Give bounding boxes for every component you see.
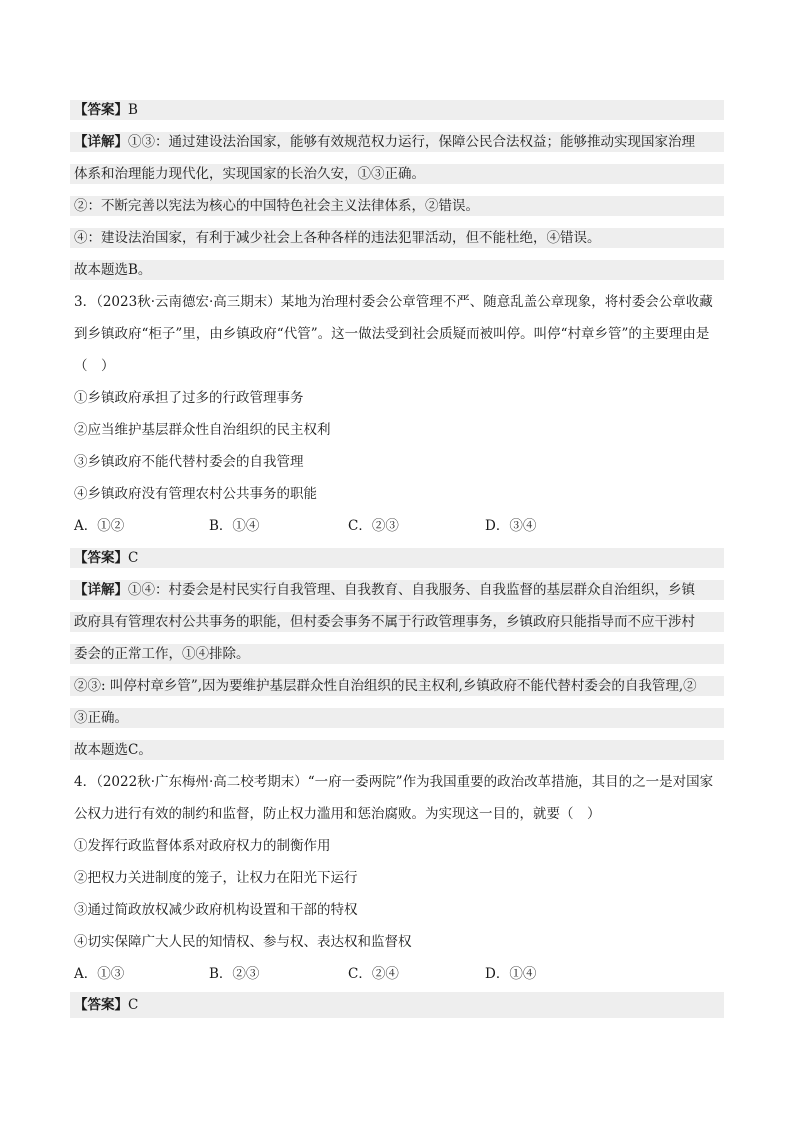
answer-label: 【答案】: [74, 102, 128, 118]
statement-item: ①乡镇政府承担了过多的行政管理事务: [74, 390, 304, 406]
statement-item: ①发挥行政监督体系对政府权力的制衡作用: [74, 838, 331, 854]
option-a: A．①②: [74, 518, 125, 534]
answer-options: [70, 516, 724, 536]
answer-line: [70, 992, 724, 1018]
detail-line: 委会的正常工作，①④排除。: [70, 644, 724, 664]
answer-options: [70, 964, 724, 984]
option-c: C．②④: [348, 966, 399, 982]
conclusion-line: 故本题选C。: [70, 740, 724, 760]
statement-item: ③通过简政放权减少政府机构设置和干部的特权: [74, 902, 358, 918]
statement-item: ③乡镇政府不能代替村委会的自我管理: [74, 454, 304, 470]
statement-item: ④乡镇政府没有管理农村公共事务的职能: [74, 486, 317, 502]
option-d: D．①④: [485, 966, 537, 982]
detail-label: 【详解】: [74, 582, 128, 598]
statement-item: ②把权力关进制度的笼子，让权力在阳光下运行: [74, 870, 358, 886]
question-stem: 公权力进行有效的制约和监督，防止权力滥用和惩治腐败。为实现这一目的，就要（ ）: [74, 806, 601, 822]
question-stem: 4．（2022秋·广东梅州·高二校考期末）“一府一委两院”作为我国重要的政治改革措施，其目的之一是对国家: [74, 774, 714, 790]
answer-value: C: [128, 550, 139, 566]
detail-line: ②③: 叫停村章乡管”,因为要维护基层群众性自治组织的民主权利,乡镇政府不能代替村委会的自我管理,②: [70, 676, 724, 696]
option-c: C．②③: [348, 518, 399, 534]
question-stem: （ ）: [74, 358, 115, 374]
conclusion-line: 故本题选B。: [70, 260, 724, 280]
answer-line: [70, 100, 724, 120]
question-stem: 到乡镇政府“柜子”里，由乡镇政府“代管”。这一做法受到社会质疑而被叫停。叫停“村章乡管”的主要理由是: [74, 326, 710, 342]
option-d: D．③④: [485, 518, 537, 534]
answer-line: [70, 548, 724, 568]
question-stem: 3．（2023秋·云南德宏·高三期末）某地为治理村委会公章管理不严、随意乱盖公章现象，将村委会公章收藏: [74, 294, 713, 310]
answer-value: C: [128, 997, 139, 1013]
answer-label: 【答案】: [74, 997, 128, 1013]
detail-text: ①③：通过建设法治国家，能够有效规范权力运行，保障公民合法权益；能够推动实现国家治理: [128, 134, 695, 150]
detail-text: ①④：村委会是村民实行自我管理、自我教育、自我服务、自我监督的基层群众自治组织，乡镇: [128, 582, 695, 598]
detail-line: 体系和治理能力现代化，实现国家的长治久安，①③正确。: [70, 164, 724, 184]
statement-item: ②应当维护基层群众性自治组织的民主权利: [74, 422, 331, 438]
option-b: B．②③: [209, 966, 260, 982]
detail-line: [70, 132, 724, 152]
detail-line: ③正确。: [70, 708, 724, 728]
statement-item: ④切实保障广大人民的知情权、参与权、表达权和监督权: [74, 934, 412, 950]
option-a: A．①③: [74, 966, 125, 982]
detail-line: ②：不断完善以宪法为核心的中国特色社会主义法律体系，②错误。: [70, 196, 724, 216]
detail-label: 【详解】: [74, 134, 128, 150]
detail-line: ④：建设法治国家，有利于减少社会上各种各样的违法犯罪活动，但不能杜绝，④错误。: [70, 228, 724, 248]
answer-value: B: [128, 102, 138, 118]
answer-label: 【答案】: [74, 550, 128, 566]
option-b: B．①④: [209, 518, 260, 534]
detail-line: [70, 580, 724, 600]
detail-line: 政府具有管理农村公共事务的职能，但村委会事务不属于行政管理事务，乡镇政府只能指导而不应干涉村: [70, 612, 724, 632]
